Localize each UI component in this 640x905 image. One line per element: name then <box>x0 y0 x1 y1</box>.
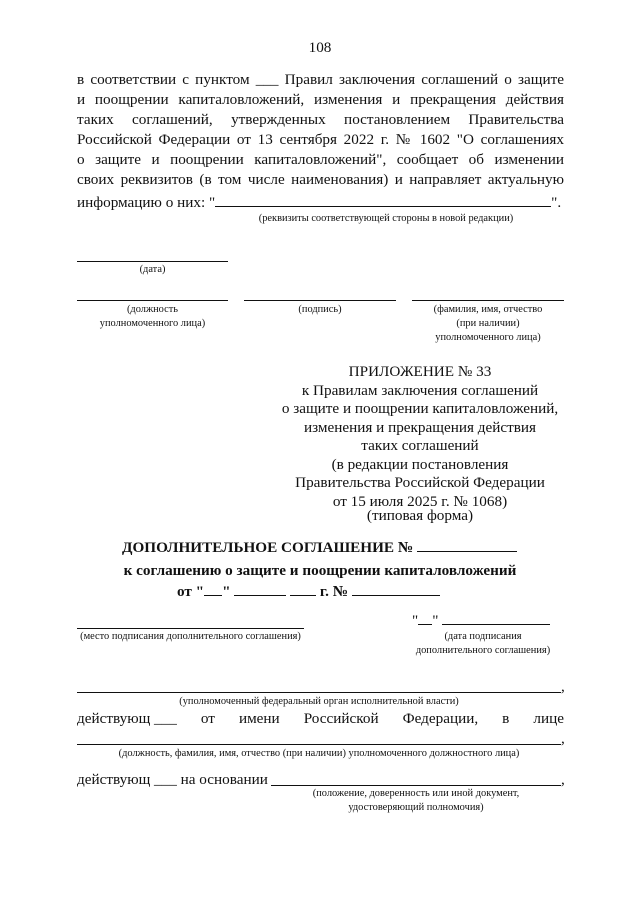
place-field[interactable] <box>77 628 304 629</box>
appendix-line: к Правилам заключения соглашений <box>301 381 539 399</box>
name-caption-line: уполномоченного лица) <box>435 332 541 343</box>
acting-word: от <box>200 710 215 727</box>
signature-field[interactable] <box>244 300 396 301</box>
date-caption: (дата) <box>139 264 166 275</box>
agreement-date-row <box>177 580 440 602</box>
signing-date-caption <box>412 630 554 658</box>
agreement-subtitle: к соглашению о защите и поощрении капиталовложений <box>123 562 517 579</box>
authority-field[interactable] <box>77 692 561 693</box>
basis-comma: , <box>561 771 565 788</box>
signing-date-caption-line: дополнительного соглашения) <box>415 645 551 656</box>
requisites-field[interactable] <box>215 191 551 207</box>
agreement-reg-number-field[interactable] <box>352 580 440 596</box>
acting-word: лице <box>533 710 564 727</box>
name-caption-line: (фамилия, имя, отчество <box>433 304 543 315</box>
acting-word: имени <box>238 710 280 727</box>
signing-day-field[interactable] <box>418 609 432 625</box>
appendix-line: о защите и поощрении капиталовложений, <box>281 400 559 417</box>
requisites-caption: (реквизиты соответствующей стороны в новой редакции) <box>258 213 514 224</box>
acting-word: в <box>502 710 510 727</box>
agreement-year-field[interactable] <box>290 580 316 596</box>
agreement-day-field[interactable] <box>204 580 222 596</box>
intro-line: в соответствии с пунктом ___ Правил заключения соглашений о защите <box>77 71 564 88</box>
signing-month-year-field[interactable] <box>442 609 550 625</box>
signing-quote-close: " <box>432 612 439 629</box>
signing-quote-open: " <box>412 612 419 629</box>
acting-word: действующ ___ <box>77 710 177 727</box>
signing-date-caption-line: (дата подписания <box>444 631 522 642</box>
acting-word: Российской <box>303 710 379 727</box>
form-type: (типовая форма) <box>366 507 474 524</box>
place-caption: (место подписания дополнительного соглашения) <box>80 631 301 642</box>
position-caption-line: (должность <box>126 304 179 315</box>
basis-caption-line: (положение, доверенность или иной документ, <box>312 788 520 799</box>
agreement-title: ДОПОЛНИТЕЛЬНОЕ СОГЛАШЕНИЕ № <box>122 539 414 556</box>
page-number: 108 <box>308 39 332 56</box>
intro-line: о защите и поощрении капиталовложений", сообщает об изменении <box>77 151 564 168</box>
date-year-label: г. № <box>319 583 348 600</box>
signing-date-row <box>412 609 550 631</box>
appendix-line: Правительства Российской Федерации <box>295 474 545 491</box>
official-comma: , <box>561 730 565 747</box>
position-caption <box>77 303 228 331</box>
name-caption-line: (при наличии) <box>456 318 520 329</box>
authority-comma: , <box>561 678 565 695</box>
intro-line: и поощрении капиталовложений, изменения и прекращения действия <box>77 91 564 108</box>
intro-last-prefix: информацию о них: " <box>77 194 216 211</box>
acting-line <box>77 709 564 729</box>
intro-line: Российской Федерации от 13 сентября 2022 г. № 1602 "О соглашениях <box>77 131 564 148</box>
basis-caption-line: удостоверяющий полномочия) <box>348 802 484 813</box>
intro-line: таких соглашений, утвержденных постановлением Правительства <box>77 111 564 128</box>
appendix-header <box>275 363 565 511</box>
appendix-line: таких соглашений <box>361 437 479 454</box>
name-caption <box>412 303 564 345</box>
appendix-line: ПРИЛОЖЕНИЕ № 33 <box>348 363 492 380</box>
appendix-line: (в редакции постановления <box>331 455 509 473</box>
official-field[interactable] <box>77 744 561 745</box>
agreement-month-field[interactable] <box>234 580 286 596</box>
appendix-line: от 15 июля 2025 г. № 1068) <box>332 492 508 510</box>
date-prefix: от " <box>177 583 205 600</box>
intro-line: своих реквизитов (в том числе наименования) и направляет актуальную <box>77 171 564 188</box>
appendix-line: изменения и прекращения действия <box>303 418 536 436</box>
date-mid: " <box>222 583 231 600</box>
name-field[interactable] <box>412 300 564 301</box>
date-field[interactable] <box>77 261 228 262</box>
position-caption-line: уполномоченного лица) <box>99 318 206 329</box>
acting-word: Федерации, <box>402 710 479 727</box>
position-field[interactable] <box>77 300 228 301</box>
signature-caption: (подпись) <box>298 304 342 315</box>
basis-field[interactable] <box>271 785 561 786</box>
basis-label: действующ ___ на основании <box>77 771 268 788</box>
agreement-number-field[interactable] <box>417 536 517 552</box>
official-caption: (должность, фамилия, имя, отчество (при наличии) уполномоченного должностного лица) <box>118 748 520 759</box>
authority-caption: (уполномоченный федеральный орган исполнительной власти) <box>179 696 459 707</box>
basis-caption <box>271 787 561 815</box>
intro-last-suffix: ". <box>551 194 562 211</box>
intro-last-line <box>77 191 561 213</box>
agreement-title-row <box>122 536 517 558</box>
